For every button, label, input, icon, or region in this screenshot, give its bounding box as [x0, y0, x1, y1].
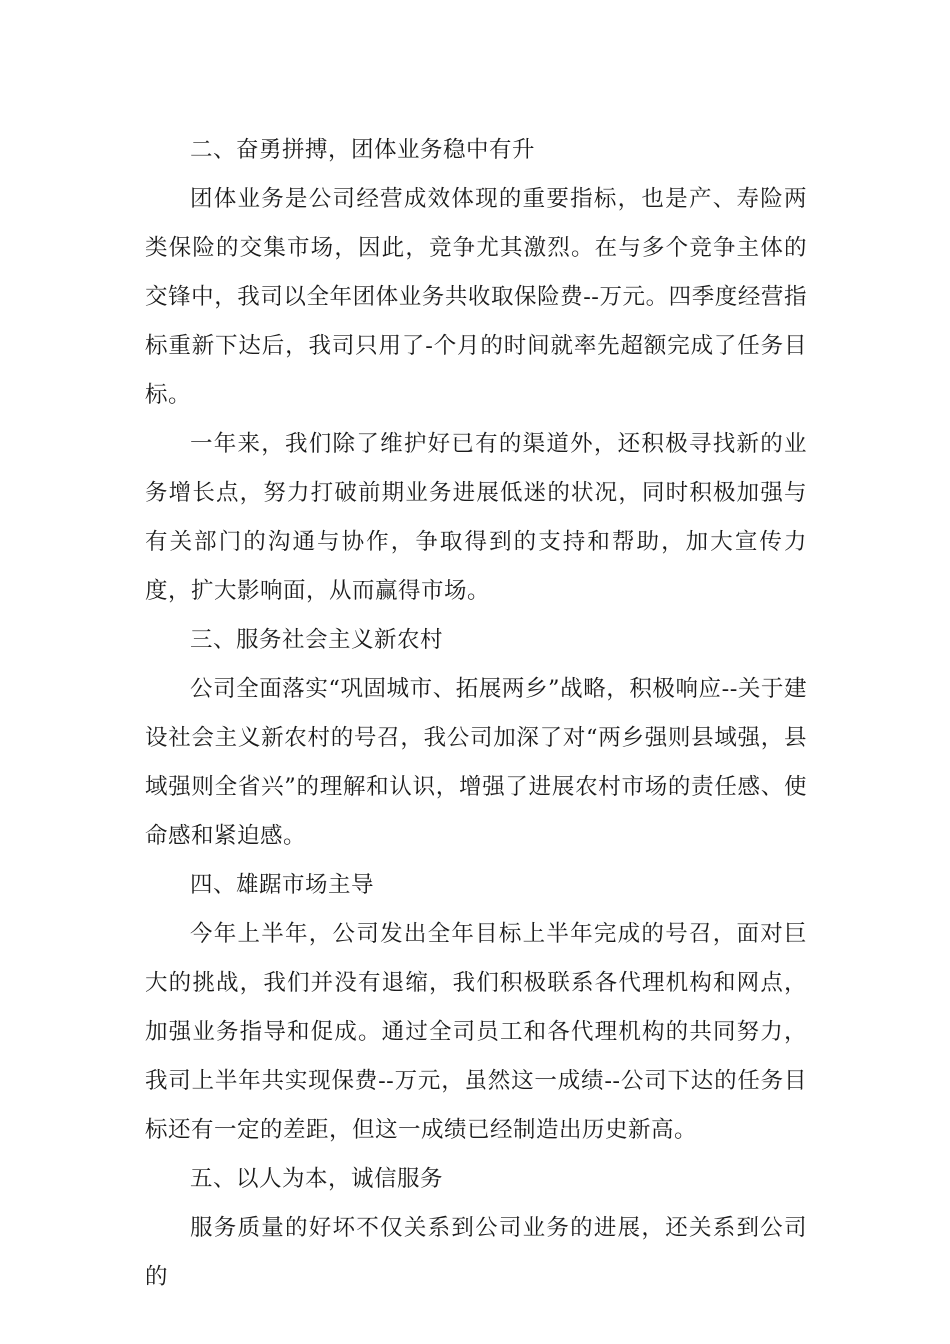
paragraph: 公司全面落实“巩固城市、拓展两乡”战略，积极响应--关于建设社会主义新农村的号召，我公司加深了对“两乡强则县域强，县域强则全省兴”的理解和认识，增强了进展农村市场的责任感、使命感和紧迫感。: [145, 676, 807, 849]
paragraph: 一年来，我们除了维护好已有的渠道外，还积极寻找新的业务增长点，努力打破前期业务进展低迷的状况，同时积极加强与有关部门的沟通与协作，争取得到的支持和帮助，加大宣传力度，扩大影响面，从而赢得市场。: [145, 431, 807, 604]
paragraph: 今年上半年，公司发出全年目标上半年完成的号召，面对巨大的挑战，我们并没有退缩，我们积极联系各代理机构和网点，加强业务指导和促成。通过全司员工和各代理机构的共同努力，我司上半年共实现保费--万元，虽然这一成绩--公司下达的任务目标还有一定的差距，但这一成绩已经制造出历史新高。: [145, 921, 807, 1143]
document-body: [145, 126, 807, 1302]
paragraph: 服务质量的好坏不仅关系到公司业务的进展，还关系到公司的: [145, 1215, 807, 1290]
section-heading-2: 二、奋勇拼搏，团体业务稳中有升: [190, 137, 536, 163]
paragraph: 团体业务是公司经营成效体现的重要指标，也是产、寿险两类保险的交集市场，因此，竞争尤其激烈。在与多个竞争主体的交锋中，我司以全年团体业务共收取保险费--万元。四季度经营指标重新下达后，我司只用了-个月的时间就率先超额完成了任务目标。: [145, 186, 807, 408]
section-heading-3: 三、服务社会主义新农村: [190, 627, 444, 653]
section-heading-4: 四、雄踞市场主导: [190, 872, 375, 898]
section-heading-5: 五、以人为本，诚信服务: [190, 1166, 444, 1192]
